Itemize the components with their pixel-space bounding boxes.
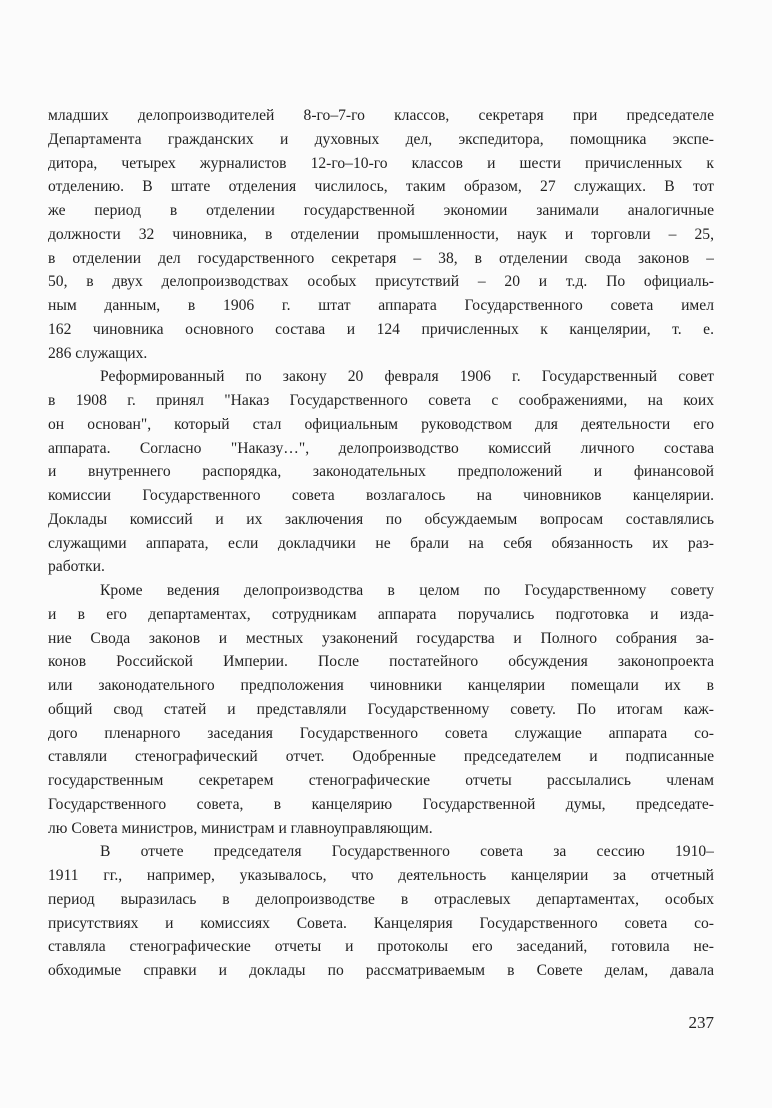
text-line: ставляли стенографический отчет. Одобренные председателем и подписанные [48, 748, 714, 766]
text-line: дитора, четырех журналистов 12-го–10-го классов и шести причисленных к [48, 154, 714, 172]
text-line: дого пленарного заседания Государственного совета служащие аппарата со- [48, 724, 714, 742]
text-line: ным данным, в 1906 г. штат аппарата Государственного совета имел [48, 297, 714, 314]
text-line: работки. [48, 558, 105, 576]
text-line: в 1908 г. принял "Наказ Государственного совета с соображениями, на коих [48, 392, 714, 409]
text-line: период выразилась в делопроизводстве в отраслевых департаментах, особых [48, 890, 714, 908]
text-line: государственным секретарем стенографические отчеты рассылались членам [48, 772, 714, 789]
text-line: и внутреннего распорядка, законодательных предположений и финансовой [48, 463, 714, 481]
text-line: он основан", который стал официальным руководством для деятельности его [48, 415, 714, 433]
text-line: конов Российской Империи. После постатейного обсуждения законопроекта [48, 653, 714, 671]
text-line: Доклады комиссий и их заключения по обсуждаемым вопросам составлялись [48, 510, 714, 528]
text-line: Департамента гражданских и духовных дел, экспедитора, помощника экспе- [48, 130, 714, 148]
text-line: обходимые справки и доклады по рассматриваемым в Совете делам, давала [48, 962, 714, 979]
text-line: или законодательного предположения чиновники канцелярии помещали их в [48, 677, 714, 694]
text-line: комиссии Государственного совета возлагалось на чиновников канцелярии. [48, 487, 714, 504]
text-line: и в его департаментах, сотрудникам аппарата поручались подготовка и изда- [48, 605, 714, 623]
text-line: 1911 гг., например, указывалось, что деятельность канцелярии за отчетный [48, 867, 714, 884]
text-line: же период в отделении государственной экономии занимали аналогичные [48, 202, 714, 219]
text-line: общий свод статей и представляли Государственному совету. По итогам каж- [48, 700, 714, 718]
text-line: 286 служащих. [48, 344, 148, 362]
text-line: лю Совета министров, министрам и главноуправляющим. [48, 819, 433, 837]
text-line: отделению. В штате отделения числилось, таким образом, 27 служащих. В тот [48, 178, 714, 196]
text-line: ние Свода законов и местных узаконений государства и Полного собрания за- [48, 629, 714, 647]
text-line: служащими аппарата, если докладчики не брали на себя обязанность их раз- [48, 534, 714, 552]
text-line: Государственного совета, в канцелярию Государственной думы, председате- [48, 795, 714, 813]
text-line: аппарата. Согласно "Наказу…", делопроизводство комиссий личного состава [48, 439, 714, 457]
text-line: 50, в двух делопроизводствах особых присутствий – 20 и т.д. По официаль- [48, 273, 714, 291]
text-line: Реформированный по закону 20 февраля 1906 г. Государственный совет [100, 368, 714, 386]
page-number: 237 [688, 1013, 714, 1032]
text-line: Кроме ведения делопроизводства в целом по Государственному совету [100, 582, 714, 599]
text-line: 162 чиновника основного состава и 124 причисленных к канцелярии, т. е. [48, 320, 714, 338]
text-line: должности 32 чиновника, в отделении промышленности, наук и торговли – 25, [48, 225, 714, 243]
text-line: в отделении дел государственного секретаря – 38, в отделении свода законов – [48, 249, 714, 267]
body-text [48, 104, 714, 983]
text-line: присутствиях и комиссиях Совета. Канцелярия Государственного совета со- [48, 914, 714, 932]
text-line: младших делопроизводителей 8-го–7-го классов, секретаря при председателе [48, 107, 714, 124]
text-line: В отчете председателя Государственного совета за сессию 1910– [100, 843, 714, 861]
text-line: ставляла стенографические отчеты и протоколы его заседаний, готовила не- [48, 938, 714, 956]
